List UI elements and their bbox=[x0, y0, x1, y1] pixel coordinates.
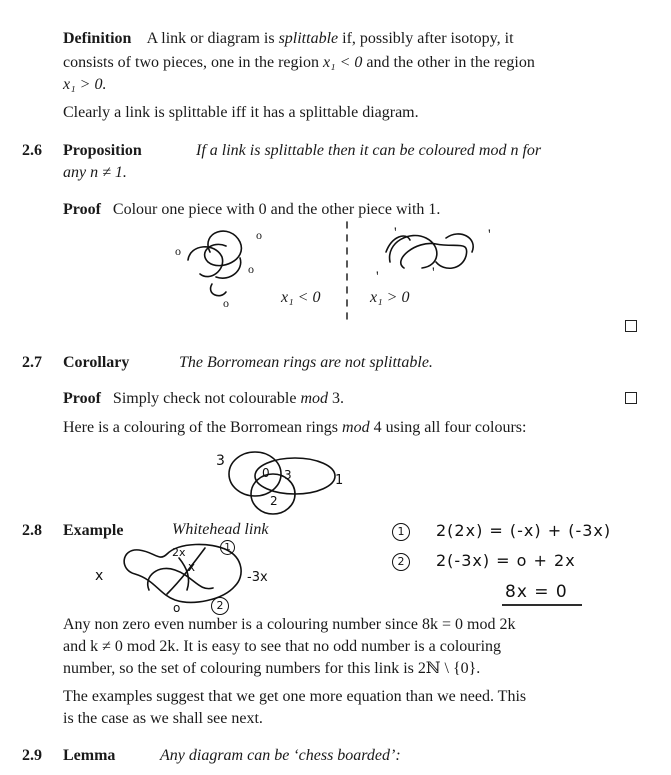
prop-number: 2.6 bbox=[22, 142, 42, 159]
proof-27-mod: mod bbox=[300, 390, 328, 407]
qed-box-26 bbox=[625, 320, 637, 332]
right-label-3: ' bbox=[376, 269, 379, 285]
wh-label-right: -3x bbox=[247, 570, 268, 585]
proof-27-text-a: Simply check not colourable bbox=[112, 390, 301, 407]
wh-label-bottom: o bbox=[173, 601, 181, 615]
definition-line-3: x₁ > 0. bbox=[63, 76, 107, 93]
definition-line2-b: and the other in the region bbox=[362, 54, 535, 71]
wh-label-left: x bbox=[95, 568, 104, 584]
proof-27-text-b: 3. bbox=[328, 390, 344, 407]
result-underline bbox=[500, 602, 584, 608]
definition-paragraph bbox=[63, 28, 514, 50]
wh-circled-1: 1 bbox=[220, 540, 235, 555]
proof-26-text: Colour one piece with 0 and the other piece with 1. bbox=[112, 201, 441, 218]
left-label-3: o bbox=[248, 262, 254, 276]
example-para1-line3: number, so the set of colouring numbers for this link is 2ℕ \ {0}. bbox=[63, 660, 481, 677]
right-label-2: ' bbox=[488, 227, 491, 243]
ex-number: 2.8 bbox=[22, 522, 42, 539]
split-link-diagram bbox=[160, 222, 490, 322]
definition-term: splittable bbox=[278, 30, 339, 47]
colouring-text-b: 4 using all four colours: bbox=[369, 419, 527, 436]
cor-number: 2.7 bbox=[22, 354, 42, 371]
left-knot-strand-3 bbox=[216, 258, 241, 278]
definition-condition: x₁ < 0 bbox=[322, 54, 363, 71]
left-label-1: o bbox=[175, 244, 181, 258]
equation-1: 2(2x) = (-x) + (-3x) bbox=[436, 521, 612, 540]
colouring-mod: mod bbox=[342, 419, 370, 436]
lemma-heading: Lemma bbox=[63, 747, 116, 764]
lemma-number: 2.9 bbox=[22, 747, 42, 764]
prop-text-line1: If a link is splittable then it can be coloured mod n for bbox=[196, 142, 542, 159]
left-label-2: o bbox=[256, 228, 262, 242]
definition-line-2 bbox=[63, 52, 535, 74]
definition-remark: Clearly a link is splittable iff it has a splittable diagram. bbox=[63, 104, 419, 121]
left-label-4: o bbox=[223, 296, 229, 310]
colouring-text-a: Here is a colouring of the Borromean rings bbox=[63, 419, 343, 436]
cor-heading: Corollary bbox=[63, 354, 130, 371]
cor-text: The Borromean rings are not splittable. bbox=[179, 354, 433, 371]
result-equation: 8x = 0 bbox=[505, 582, 568, 602]
proof-26 bbox=[63, 199, 440, 221]
proof-27 bbox=[63, 388, 344, 410]
eq2-circled-number: 2 bbox=[392, 553, 410, 571]
wh-label-mid: x bbox=[188, 560, 196, 574]
right-knot-strand-3 bbox=[446, 234, 473, 252]
prop-heading: Proposition bbox=[63, 142, 142, 159]
right-knot-strand-4 bbox=[386, 236, 410, 252]
qed-box-27 bbox=[625, 392, 637, 404]
ring-label-2: 0 bbox=[262, 466, 270, 480]
definition-heading: Definition bbox=[63, 30, 132, 47]
ex-title: Whitehead link bbox=[172, 521, 269, 538]
definition-text-c: if, possibly after isotopy, it bbox=[338, 30, 514, 47]
ring-label-4: 1 bbox=[335, 473, 344, 488]
example-para2-line1: The examples suggest that we get one more equation than we need. This bbox=[63, 688, 527, 705]
eq1-circled-number: 1 bbox=[392, 523, 410, 541]
prop-text-line2: any n ≠ 1. bbox=[63, 164, 127, 181]
example-para2-line2: is the case as we shall see next. bbox=[63, 710, 263, 727]
borromean-colouring-text bbox=[63, 417, 526, 439]
lemma-text: Any diagram can be ‘chess boarded’: bbox=[160, 747, 401, 764]
definition-text-a: A link or diagram is bbox=[146, 30, 279, 47]
left-region-label: x₁ < 0 bbox=[281, 289, 321, 306]
example-para1-line2: and k ≠ 0 mod 2k. It is easy to see that no odd number is a colouring bbox=[63, 638, 502, 655]
right-label-4: ' bbox=[432, 265, 435, 281]
equation-2: 2(-3x) = o + 2x bbox=[436, 551, 576, 570]
ring-label-1: 3 bbox=[216, 453, 225, 469]
ring-label-5: 2 bbox=[270, 494, 278, 508]
ex-heading: Example bbox=[63, 522, 124, 539]
proof-26-heading: Proof bbox=[63, 201, 101, 218]
wh-label-top: 2x bbox=[172, 546, 186, 559]
right-region-label: x₁ > 0 bbox=[370, 289, 410, 306]
wh-circled-2: 2 bbox=[211, 597, 229, 615]
ring-label-3: 3 bbox=[284, 468, 292, 482]
definition-line2-a: consists of two pieces, one in the region bbox=[63, 54, 323, 71]
proof-27-heading: Proof bbox=[63, 390, 101, 407]
example-para1-line1: Any non zero even number is a colouring number since 8k = 0 mod 2k bbox=[63, 616, 516, 633]
right-label-1: ' bbox=[394, 225, 397, 241]
